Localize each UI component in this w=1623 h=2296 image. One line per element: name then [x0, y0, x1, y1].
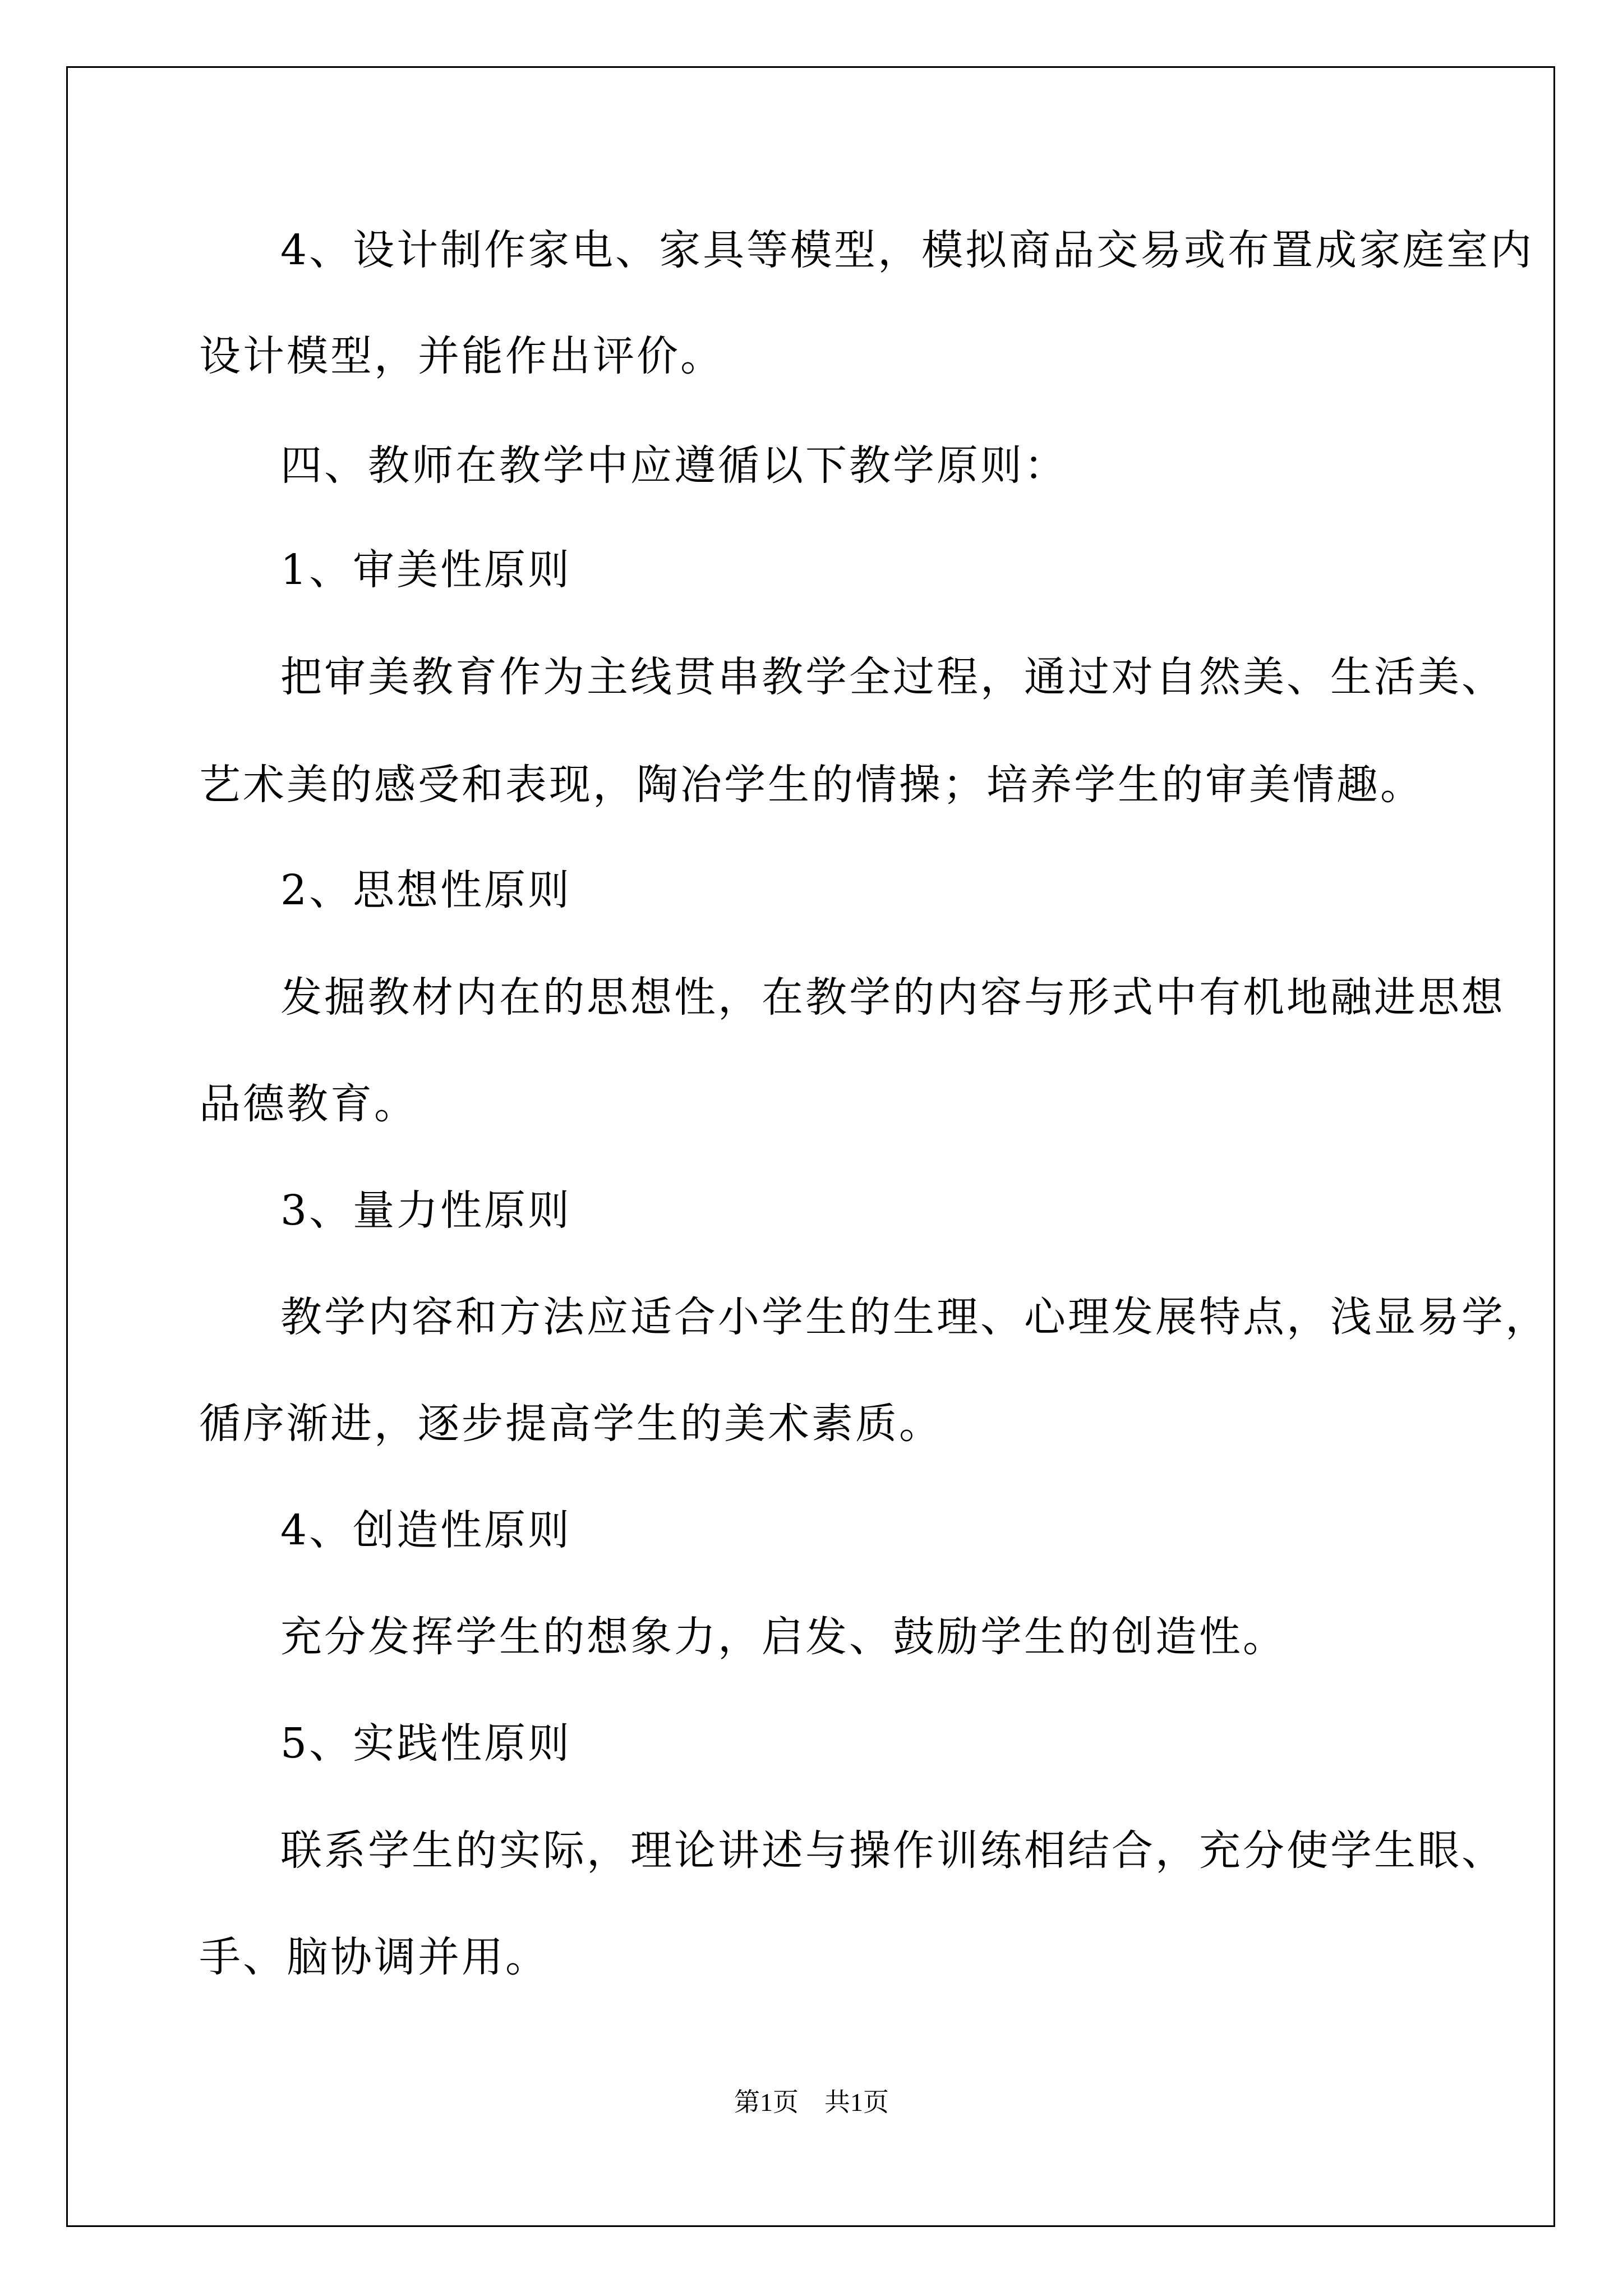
subsection-heading: 5、实践性原则 — [280, 1719, 572, 1768]
paragraph-line: 品德教育。 — [199, 1080, 418, 1128]
subsection-heading: 2、思想性原则 — [280, 866, 572, 914]
paragraph-line: 手、脑协调并用。 — [199, 1933, 549, 1981]
paragraph-line: 4、设计制作家电、家具等模型，模拟商品交易或布置成家庭室内 — [280, 226, 1534, 274]
paragraph-line: 循序渐进，逐步提高学生的美术素质。 — [199, 1400, 943, 1448]
paragraph-line: 把审美教育作为主线贯串教学全过程，通过对自然美、生活美、 — [280, 653, 1505, 701]
paragraph-line: 艺术美的感受和表现，陶冶学生的情操；培养学生的审美情趣。 — [199, 761, 1424, 809]
section-heading: 四、教师在教学中应遵循以下教学原则： — [280, 441, 1068, 490]
paragraph-line: 发掘教材内在的思想性，在教学的内容与形式中有机地融进思想 — [280, 973, 1505, 1022]
paragraph-line: 充分发挥学生的想象力，启发、鼓励学生的创造性。 — [280, 1613, 1287, 1661]
paragraph-line: 教学内容和方法应适合小学生的生理、心理发展特点，浅显易学， — [280, 1293, 1549, 1341]
paragraph-line: 设计模型，并能作出评价。 — [199, 332, 724, 380]
subsection-heading: 1、审美性原则 — [280, 546, 572, 594]
page-number: 第1页 共1页 — [734, 2088, 889, 2116]
subsection-heading: 3、量力性原则 — [280, 1186, 572, 1235]
paragraph-line: 联系学生的实际，理论讲述与操作训练相结合，充分使学生眼、 — [280, 1826, 1505, 1875]
subsection-heading: 4、创造性原则 — [280, 1506, 572, 1554]
page-border — [66, 66, 1555, 2227]
